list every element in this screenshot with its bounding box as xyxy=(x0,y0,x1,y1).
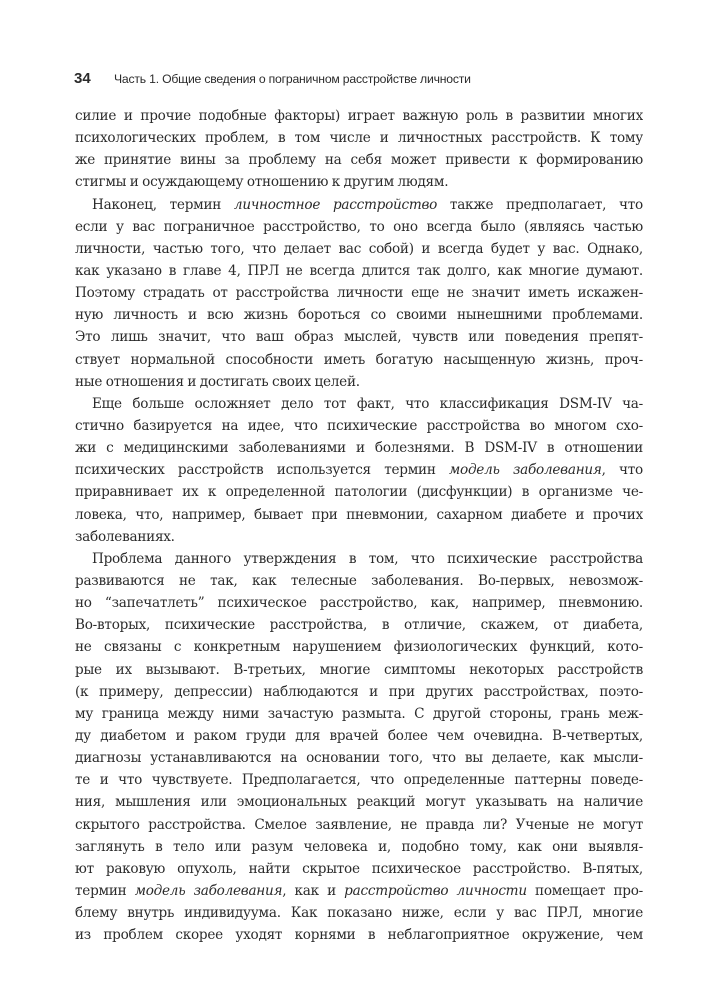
emphasized-term: модель заболевания xyxy=(448,462,602,479)
text-run: заглянуть в тело или разум человека и, подобно тому, как они выявля- xyxy=(75,838,643,855)
text-line xyxy=(75,238,643,260)
text-run: психологических проблем, в том числе и личностных расстройств. К тому xyxy=(75,130,643,147)
text-line xyxy=(75,149,643,171)
text-run: как указано в главе 4, ПРЛ не всегда длится так долго, как многие думают. xyxy=(75,262,643,279)
text-run: ют раковую опухоль, найти скрытое психическое расстройство. В-пятых, xyxy=(75,860,643,877)
text-line xyxy=(75,747,643,769)
text-line xyxy=(75,681,643,703)
text-run: те и что чувствуете. Предполагается, что определенные паттерны поведе- xyxy=(75,772,643,789)
text-line xyxy=(75,880,643,902)
text-line xyxy=(75,326,643,348)
text-line xyxy=(75,814,643,836)
text-run: но “запечатлеть” психическое расстройство, как, например, пневмонию. xyxy=(75,595,643,612)
text-line xyxy=(75,481,643,503)
text-run: блему внутрь индивидуума. Как показано ниже, если у вас ПРЛ, многие xyxy=(75,905,643,922)
running-head: Часть 1. Общие сведения о пограничном расстройстве личности xyxy=(114,72,471,86)
text-run: приравнивает их к определенной патологии (дисфункции) в организме че- xyxy=(75,484,643,501)
body-text xyxy=(75,105,643,946)
page-header xyxy=(74,70,644,90)
text-line xyxy=(75,902,643,924)
emphasized-term: личностное расстройство xyxy=(233,196,438,213)
text-run: ные отношения и достигать своих целей. xyxy=(75,373,360,390)
text-line xyxy=(75,304,643,326)
text-run: Проблема данного утверждения в том, что психические расстройства xyxy=(92,550,643,567)
text-line xyxy=(75,415,643,437)
text-line xyxy=(75,459,643,481)
emphasized-term: расстройство личности xyxy=(344,882,527,899)
text-line xyxy=(75,504,643,526)
text-line xyxy=(75,836,643,858)
text-line xyxy=(75,260,643,282)
text-line xyxy=(75,393,643,415)
text-line xyxy=(75,216,643,238)
text-run: ствует нормальной способности иметь богатую насыщенную жизнь, проч- xyxy=(75,351,643,368)
text-line xyxy=(75,636,643,658)
text-run: (к примеру, депрессии) наблюдаются и при других расстройствах, поэто- xyxy=(75,683,643,700)
text-run: скрытого расстройства. Смелое заявление, не правда ли? Ученые не могут xyxy=(75,816,643,833)
text-line xyxy=(75,924,643,946)
text-line xyxy=(75,171,643,193)
text-run: личности, частью того, что делает вас собой) и всегда будет у вас. Однако, xyxy=(75,240,643,257)
text-run: если у вас пограничное расстройство, то оно всегда было (являясь частью xyxy=(75,218,643,235)
text-line xyxy=(75,194,643,216)
text-run: , как и xyxy=(282,882,345,899)
text-run: ловека, что, например, бывает при пневмонии, сахарном диабете и прочих xyxy=(75,506,643,523)
text-line xyxy=(75,371,643,393)
text-run: же принятие вины за проблему на себя может привести к формированию xyxy=(75,152,643,169)
text-run: ду диабетом и раком груди для врачей более чем очевидна. В-четвертых, xyxy=(75,727,643,744)
text-line xyxy=(75,105,643,127)
text-run: из проблем скорее уходят корнями в неблагоприятное окружение, чем xyxy=(75,927,643,944)
text-line xyxy=(75,703,643,725)
text-run: жи с медицинскими заболеваниями и болезнями. В DSM-IV в отношении xyxy=(75,440,643,457)
text-run: Это лишь значит, что ваш образ мыслей, чувств или поведения препят- xyxy=(75,329,643,346)
text-run: ния, мышления или эмоциональных реакций могут указывать на наличие xyxy=(75,794,643,811)
text-run: ную личность и всю жизнь бороться со своими нынешними проблемами. xyxy=(75,307,643,324)
text-line xyxy=(75,791,643,813)
text-run: помещает про- xyxy=(526,882,643,899)
text-run: Еще больше осложняет дело тот факт, что классификация DSM-IV ча- xyxy=(92,395,643,412)
text-line xyxy=(75,282,643,304)
emphasized-term: модель заболевания xyxy=(134,882,283,899)
text-line xyxy=(75,858,643,880)
page-number: 34 xyxy=(74,70,91,87)
text-run: рые их вызывают. В-третьих, многие симптомы некоторых расстройств xyxy=(75,661,643,678)
text-run: стигмы и осуждающему отношению к другим людям. xyxy=(75,174,449,191)
text-run: силие и прочие подобные факторы) играет важную роль в развитии многих xyxy=(75,108,643,124)
text-run: также предполагает, что xyxy=(437,196,643,213)
text-line xyxy=(75,127,643,149)
text-run: , что xyxy=(601,462,643,479)
text-run: психических расстройств используется термин xyxy=(75,462,449,479)
text-run: диагнозы устанавливаются на основании того, что вы делаете, как мысли- xyxy=(75,750,643,767)
text-run: не связаны с конкретным нарушением физиологических функций, кото- xyxy=(75,639,643,656)
text-line xyxy=(75,592,643,614)
text-run: заболеваниях. xyxy=(75,528,175,545)
text-line xyxy=(75,769,643,791)
text-run: Во-вторых, психические расстройства, в отличие, скажем, от диабета, xyxy=(75,617,643,634)
text-line xyxy=(75,349,643,371)
text-line xyxy=(75,548,643,570)
text-line xyxy=(75,570,643,592)
text-run: Наконец, термин xyxy=(92,196,234,213)
text-run: термин xyxy=(75,882,135,899)
text-line xyxy=(75,725,643,747)
text-line xyxy=(75,614,643,636)
text-line xyxy=(75,526,643,548)
text-run: Поэтому страдать от расстройства личности еще не значит иметь искажен- xyxy=(75,285,643,302)
text-run: развиваются не так, как телесные заболевания. Во-первых, невозмож- xyxy=(75,572,643,589)
text-line xyxy=(75,659,643,681)
text-run: стично базируется на идее, что психические расстройства во многом схо- xyxy=(75,417,643,434)
text-line xyxy=(75,437,643,459)
text-run: му граница между ними зачастую размыта. С другой стороны, грань меж- xyxy=(75,705,643,722)
